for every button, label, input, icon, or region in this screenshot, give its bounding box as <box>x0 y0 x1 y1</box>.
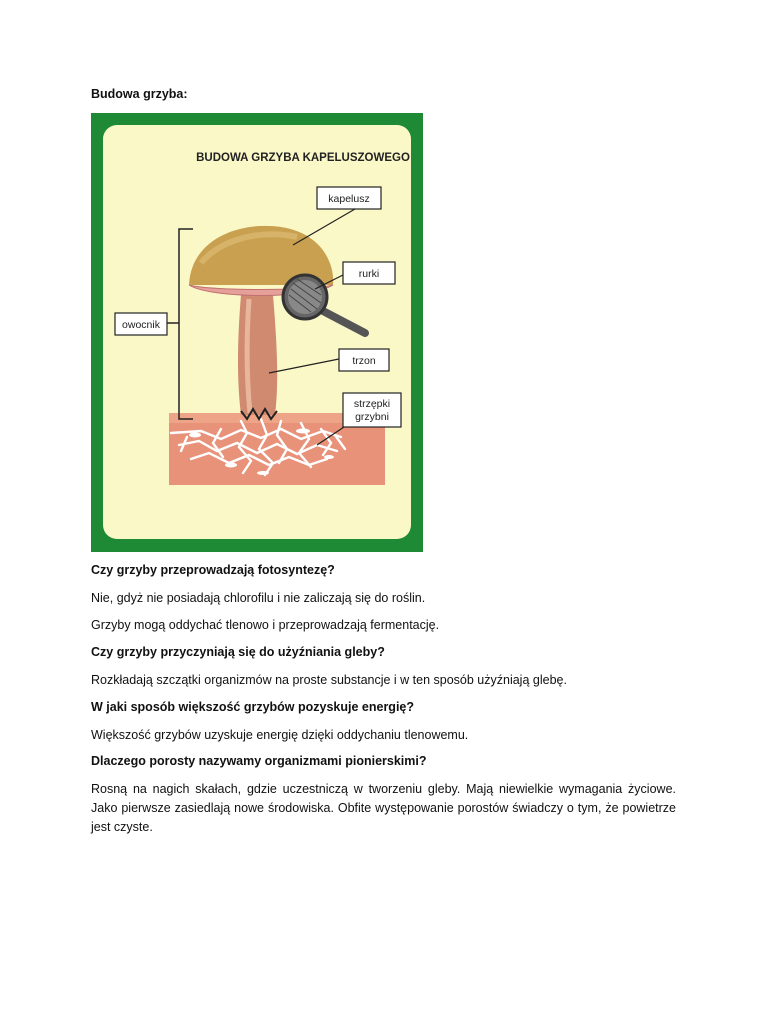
answer-2: Rozkładają szczątki organizmów na proste substancje i w ten sposób użyźniają glebę. <box>91 673 567 687</box>
question-4: Dlaczego porosty nazywamy organizmami pionierskimi? <box>91 754 427 768</box>
answer-1b: Grzyby mogą oddychać tlenowo i przeprowadzają fermentację. <box>91 618 440 632</box>
label-hyphae-line1: strzępki <box>353 398 391 410</box>
mushroom-diagram <box>91 113 423 552</box>
label-fruiting-body: owocnik <box>122 319 160 331</box>
answer-1a: Nie, gdyż nie posiadają chlorofilu i nie zaliczają się do roślin. <box>91 591 426 605</box>
label-tubes: rurki <box>358 268 380 280</box>
label-hyphae-line2: grzybni <box>355 411 389 423</box>
stem-shape <box>238 295 277 415</box>
answer-4: Rosną na nagich skałach, gdzie uczestniczą w tworzeniu gleby. Mają niewielkie wymagania życiowe. Jako pierwsze zasiedlają nowe środowiska. Obfite występowanie porostów świadczy o tym, że powietrze jest czyste. <box>91 782 676 834</box>
label-cap: kapelusz <box>328 193 370 205</box>
label-stem: trzon <box>352 355 376 367</box>
section-title: Budowa grzyba: <box>91 87 188 101</box>
question-2: Czy grzyby przyczyniają się do użyźniania gleby? <box>91 645 385 659</box>
question-1: Czy grzyby przeprowadzają fotosyntezę? <box>91 563 335 577</box>
answer-3: Większość grzybów uzyskuje energię dzięki oddychaniu tlenowemu. <box>91 728 469 742</box>
question-3: W jaki sposób większość grzybów pozyskuje energię? <box>91 700 415 714</box>
diagram-title: BUDOWA GRZYBA KAPELUSZOWEGO <box>196 152 410 164</box>
mushroom-diagram-figure <box>91 113 423 552</box>
